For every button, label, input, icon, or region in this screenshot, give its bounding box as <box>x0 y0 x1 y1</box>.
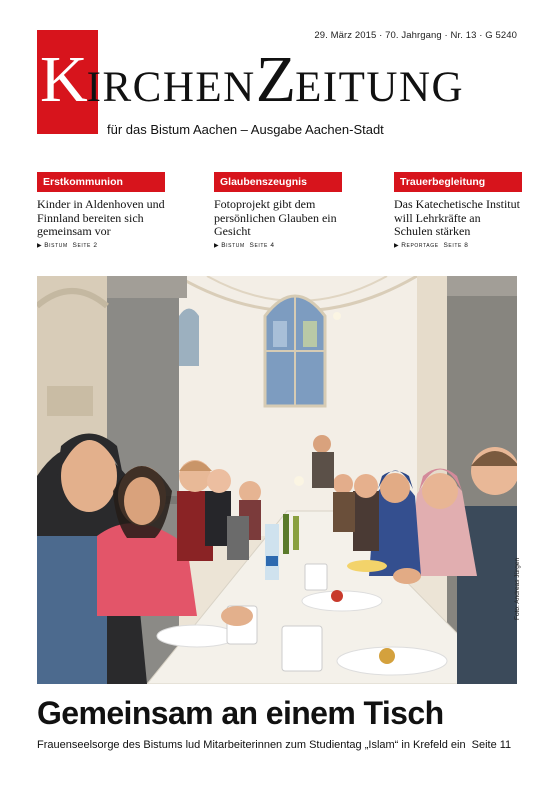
teaser-text: Das Katechetische Institut will Lehrkräfte an Schulen stärken <box>394 197 520 238</box>
teaser-tag: Glaubenszeugnis <box>214 172 342 192</box>
teaser-section: Bistum <box>221 241 245 249</box>
teaser-text: Kinder in Aldenhoven und Finnland bereiten sich gemeinsam vor <box>37 197 165 238</box>
teaser-text: Fotoprojekt gibt dem persönlichen Glauben ein Gesicht <box>214 197 337 238</box>
cover-caption <box>37 739 511 751</box>
arrow-right-icon: ▶ <box>394 242 400 249</box>
teaser-section: Reportage <box>401 241 439 249</box>
cover-photo-illustration <box>37 276 517 684</box>
teaser-trauerbegleitung[interactable] <box>394 172 522 249</box>
caption-page-ref[interactable]: Seite 11 <box>471 739 512 751</box>
teaser-page: Seite 8 <box>443 241 469 249</box>
title-part-irchen: IRCHEN <box>86 64 256 111</box>
teaser-tag: Trauerbegleitung <box>394 172 522 192</box>
teaser-ref <box>394 242 522 249</box>
teaser-page: Seite 4 <box>249 241 275 249</box>
title-letter-z: Z <box>255 43 296 116</box>
teaser-section: Bistum <box>44 241 68 249</box>
cover-photo <box>37 276 517 684</box>
teaser-ref <box>37 242 165 249</box>
caption-text: Frauenseelsorge des Bistums lud Mitarbeiterinnen zum Studientag „Islam“ in Krefeld ein <box>37 739 466 751</box>
teaser-tag: Erstkommunion <box>37 172 165 192</box>
title-letter-k: K <box>40 43 87 116</box>
photo-credit: Foto: Andreas Jürgen <box>514 557 521 620</box>
teaser-page: Seite 2 <box>72 241 98 249</box>
teaser-erstkommunion[interactable] <box>37 172 165 249</box>
issue-meta: 29. März 2015 · 70. Jahrgang · Nr. 13 · G 5240 <box>314 30 517 41</box>
teaser-glaubenszeugnis[interactable] <box>214 172 342 249</box>
arrow-right-icon: ▶ <box>37 242 43 249</box>
cover-headline[interactable]: Gemeinsam an einem Tisch <box>37 695 444 731</box>
arrow-right-icon: ▶ <box>214 242 220 249</box>
title-part-eitung: EITUNG <box>295 64 465 111</box>
masthead-subtitle: für das Bistum Aachen – Ausgabe Aachen-Stadt <box>107 122 384 137</box>
masthead-title <box>40 43 465 116</box>
teaser-ref <box>214 242 342 249</box>
